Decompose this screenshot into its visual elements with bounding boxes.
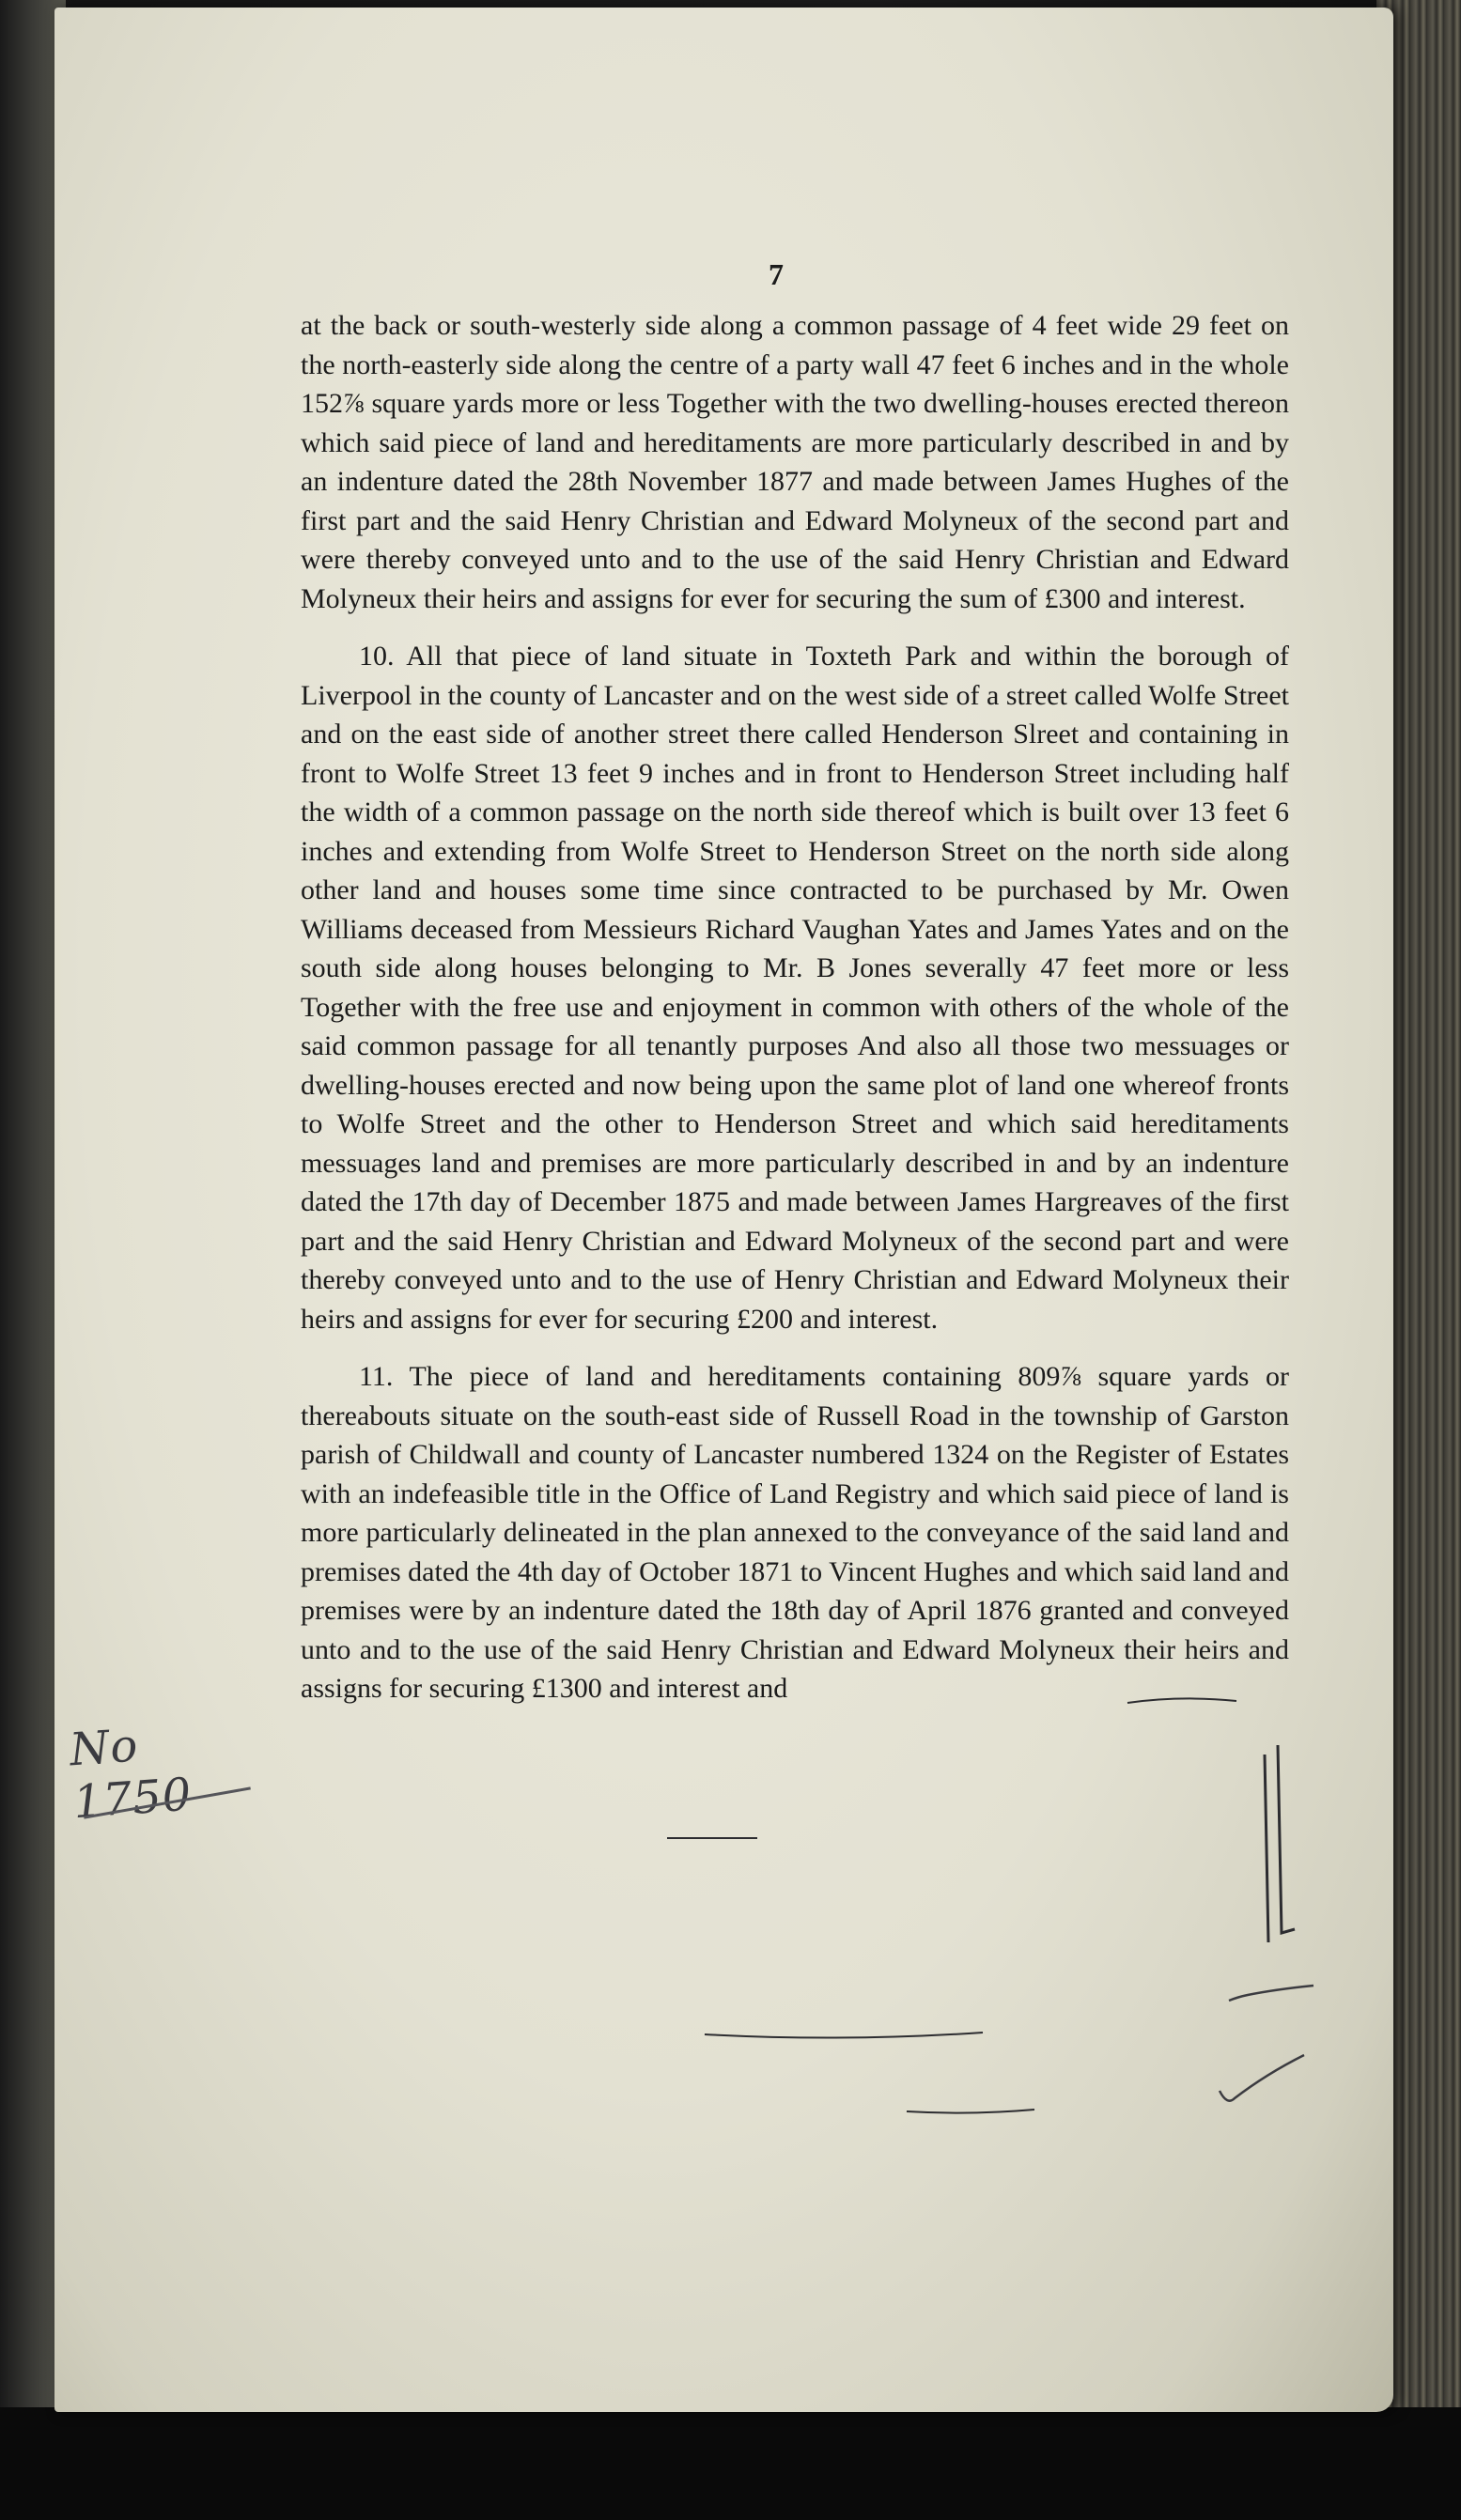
page-text <box>301 254 1289 1727</box>
document-page <box>54 8 1393 2412</box>
underline-1300 <box>905 2104 1036 2119</box>
page-number: 7 <box>769 257 784 291</box>
scan-background <box>0 2407 1461 2520</box>
paragraph-11: 11. The piece of land and hereditaments containing 809⅞ square yards or thereabouts situate on the south-east side of Russell Road in the township of Garston parish of Childwall and county of Lancaster numbered 1324 on the Register of Estates with an indefeasible title in the Office of Land Registry and which said piece of land is more particularly delineated in the plan annexed to the conveyance of the said land and premises dated the 4th day of October 1871 to Vincent Hughes and which said land and premises were by an indenture dated the 18th day of April 1876 granted and conveyed unto and to the use of the said Henry Christian and Edward Molyneux their heirs and assigns for securing £1300 and interest and <box>301 1361 1289 1704</box>
paragraph-continuation: at the back or south-westerly side along a common passage of 4 feet wide 29 feet on the north-easterly side along the centre of a party wall 47 feet 6 inches and in the whole 152⅞ square yards more or less Together with the two dwelling-houses erected thereon which said piece of land and hereditaments are more particularly described in and by an indenture dated the 28th November 1877 and made between James Hughes of the first part and the said Henry Christian and Edward Molyneux of the second part and were thereby conveyed unto and to the use of the said Henry Christian and Edward Molyneux their heirs and assigns for ever for securing the sum of £300 and interest. <box>301 310 1289 614</box>
check-mark-icon <box>1220 1971 1332 2027</box>
underline-18th-april <box>703 2027 985 2046</box>
margin-bracket-marks <box>1257 1745 1370 2102</box>
paragraph-10: 10. All that piece of land situate in Toxteth Park and within the borough of Liverpool in the county of Lancaster and on the west side of a street called Wolfe Street and on the east side of another street there called Henderson Slreet and containing in front to Wolfe Street 13 feet 9 inches and in front to Henderson Street including half the width of a common passage on the north side thereof which is built over 13 feet 6 inches and extending from Wolfe Street to Henderson Street on the north side along other land and houses some time since contracted to be purchased by Mr. Owen Williams deceased from Messieurs Richard Vaughan Yates and James Yates and on the south side along houses belonging to Mr. B Jones severally 47 feet more or less Together with the free use and enjoyment in common with others of the whole of the said common passage for all tenantly purposes And also all those two messuages or dwelling-houses erected and now being upon the same plot of land one whereof fronts to Wolfe Street and the other to Henderson Street and which said hereditaments messuages land and premises are more particularly described in and by an indenture dated the 17th day of December 1875 and made between James Hargreaves of the first part and the said Henry Christian and Edward Molyneux of the second part and were thereby conveyed unto and to the use of Henry Christian and Edward Molyneux their heirs and assigns for ever for securing £200 and interest. <box>301 641 1289 1335</box>
underline-1324 <box>665 1832 759 1845</box>
handwritten-margin-note: No 1750 <box>68 1719 194 1830</box>
tick-mark-icon <box>1210 2046 1323 2121</box>
